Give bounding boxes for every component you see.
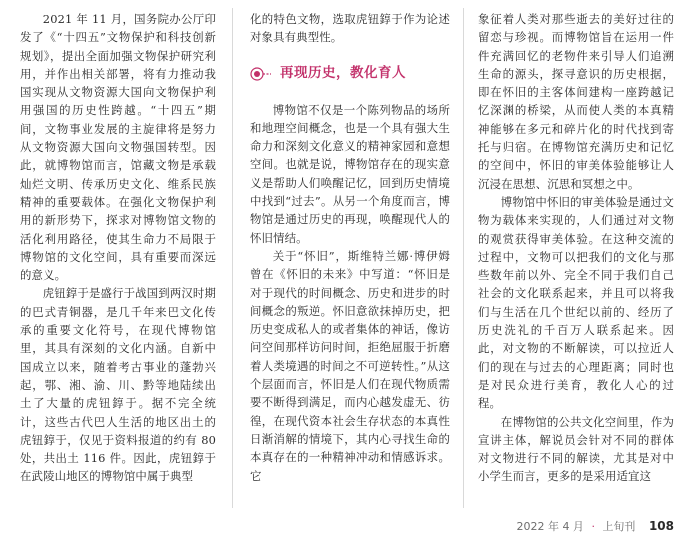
page-number: 108 — [648, 519, 674, 533]
paragraph: 博物馆中怀旧的审美体验是通过文物为载体来实现的，人们通过对文物的观赏获得审美体验。在这种交流的过程中，文物可以把我们的文化与那些数年前以外、完全不同于我们自己社会的文化联系起来，并且可以将我们与生活在几个世纪以前的、经历了历史洗礼的千百万人联系起来。因此，对文物的不断解读，可以拉近人们的现在与过去的心理距离；同时也是对民众进行美育，教化人心的过程。 — [478, 194, 674, 411]
paragraph: 化的特色文物，选取虎钮錞于作为论述对象具有典型性。 — [250, 12, 450, 45]
paragraph: 关于“怀旧”，斯维特兰娜·博伊姆曾在《怀旧的未来》中写道：“怀旧是对于现代的时间概念、历史和进步的时间概念的叛逆。怀旧意欲抹掉历史，把历史变成私人的或者集体的神话，像访问空间那样访问时间，拒绝屈服于折磨着人类境遇的时间之不可逆转性。”从这个层面而言，怀旧是人们在现代物质需要不断得到满足，而内心越发虚无、彷徨，在现代资本社会生存状态的本真性日渐消解的情境下，其内心寻找生命的本真存在的一种精神冲动和情感诉求。它 — [250, 248, 450, 483]
article-column-1 — [20, 10, 216, 510]
paragraph: 象征着人类对那些逝去的美好过往的留恋与珍视。而博物馆旨在运用一件件充满回忆的老物件来引导人们追溯生命的源头，探寻意识的历史根据，即在怀旧的主客体间建构一座跨越记忆深渊的桥梁，从而使人类的本真精神能够在多元和碎片化的时代找到寄托与归宿。在博物馆充满历史和记忆的空间中，怀旧的审美体验能够让人沉浸在思想、沉思和冥想之中。 — [478, 12, 674, 191]
concentric-circle-icon — [250, 67, 272, 81]
column-divider — [463, 8, 464, 508]
paragraph: 在博物馆的公共文化空间里，作为宣讲主体，解说员会针对不同的群体对文物进行不同的解读，尤其是对中小学生而言，更多的是采用适宜这 — [478, 414, 674, 484]
footer-separator: · — [591, 520, 595, 533]
paragraph: 2021 年 11 月，国务院办公厅印发了《“十四五”文物保护和科技创新规划》，提出全面加强文物保护研究利用，并作出相关部署，将有力推动我国实现从文物资源大国向文物保护利用强国的历史性跨越。“十四五”期间，文物事业发展的主旋律将是努力从文物资源大国向文物强国转型。因此，就博物馆而言，馆藏文物是承载灿烂文明、传承历史文化、维系民族精神的重要载体。在强化文物保护利用的新形势下，探求对博物馆文物的活化利用路径，使其生命力不局限于博物馆的文化空间，具有重要而深远的意义。 — [20, 12, 216, 283]
article-column-2 — [250, 10, 450, 510]
paragraph: 虎钮錞于是盛行于战国到两汉时期的巴式青铜器，是几千年来巴文化传承的重要文化符号，在现代博物馆里，其具有深刻的文化内涵。自新中国成立以来，随着考古事业的蓬勃兴起，鄂、湘、渝、川、黔等地陆续出土了大量的虎钮錞于。据不完全统计，这些古代巴人生活的地区出土的虎钮錞于，仅见于资料报道的约有 80 处，共出土 116 件。因此，虎钮錞于在武陵山地区的博物馆中属于典型 — [20, 286, 216, 484]
column-divider — [232, 8, 233, 508]
issue-date: 2022 年 4 月 — [516, 520, 584, 533]
paragraph: 博物馆不仅是一个陈列物品的场所和地理空间概念，也是一个具有强大生命力和深刻文化意义的精神家园和意想空间。也就是说，博物馆存在的现实意义是帮助人们唤醒记忆，回到历史情境中找到“过去”。从另一个角度而言，博物馆是通过历史的再现，唤醒现代人的怀旧情结。 — [250, 102, 450, 245]
article-column-3 — [478, 10, 674, 510]
page-footer — [516, 518, 674, 534]
section-title: 再现历史，教化育人 — [280, 65, 406, 82]
section-heading — [250, 55, 450, 93]
edition-label: 上旬刊 — [602, 520, 636, 533]
